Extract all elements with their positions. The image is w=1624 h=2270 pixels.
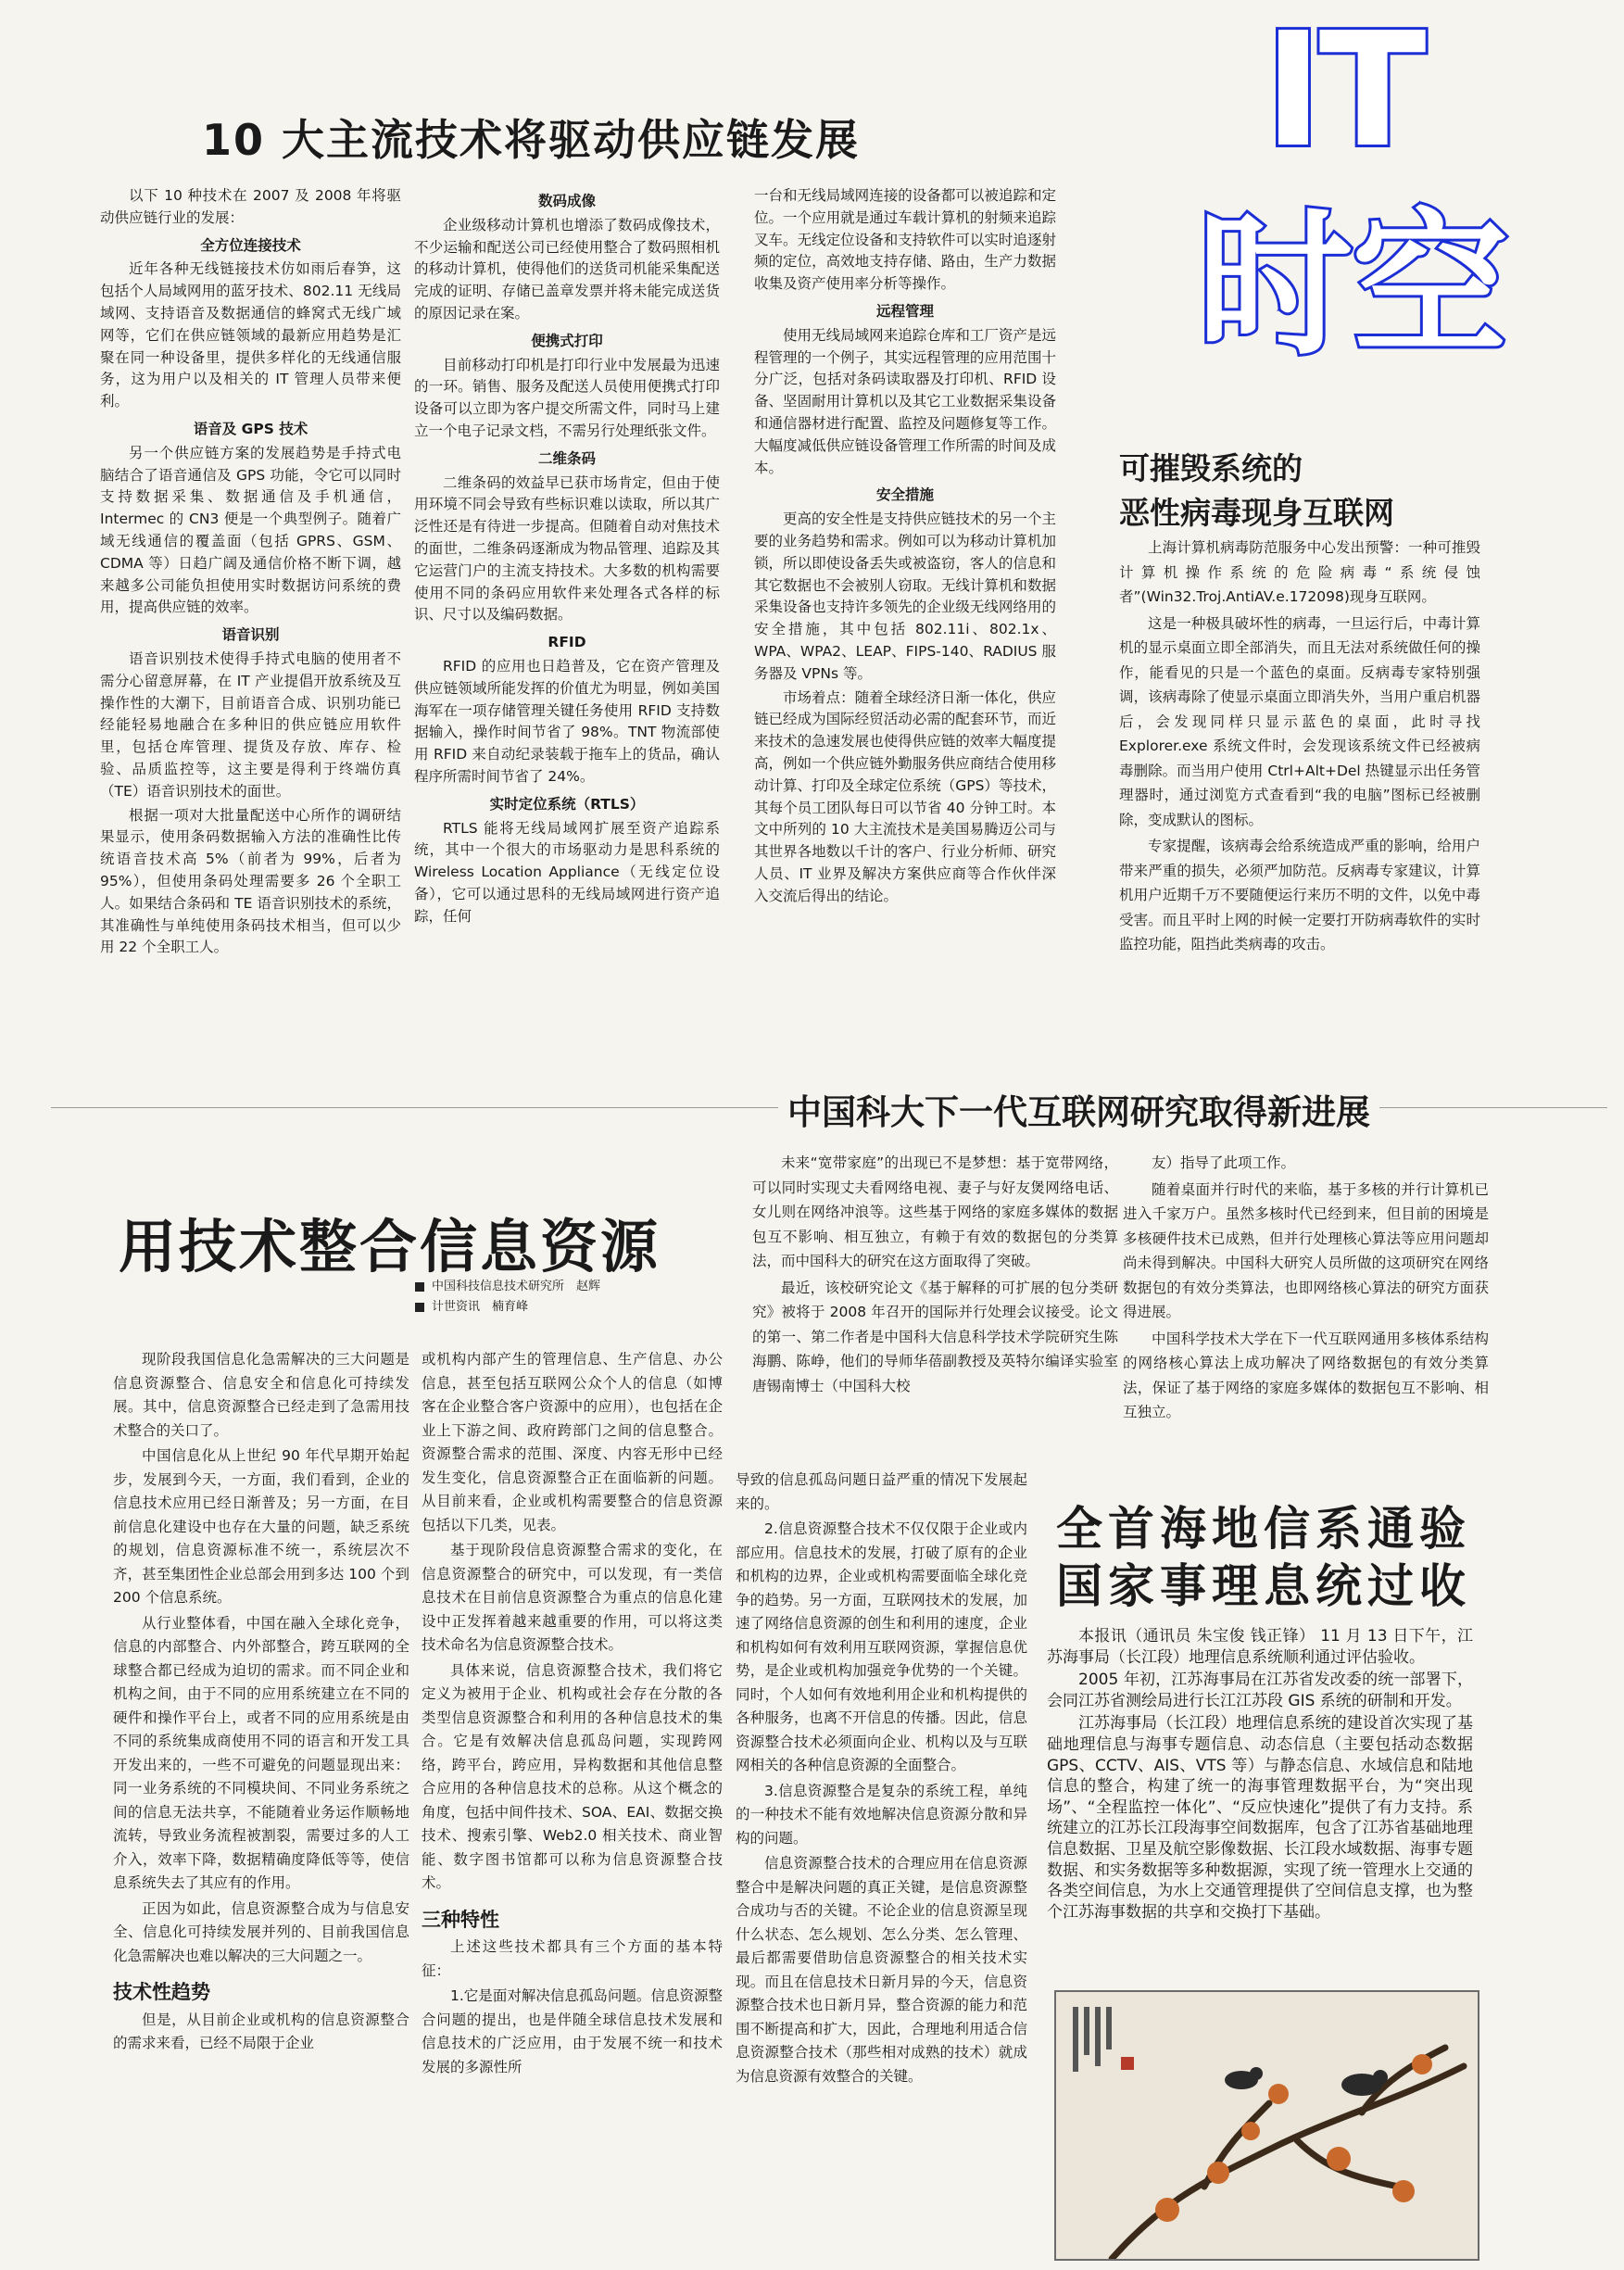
- it-column-logo-line2: 时空: [1197, 195, 1508, 376]
- paragraph: 目前移动打印机是打印行业中发展最为迅速的一环。销售、服务及配送人员使用便携式打印设备可以立即为客户提交所需文件，同时马上建立一个电子记录文档，不需另行处理纸张文件。: [414, 356, 720, 439]
- paragraph: 2.信息资源整合技术不仅仅限于企业或内部应用。信息技术的发展，打破了原有的企业和机构的边界，企业或机构需要面临全球化竞争的趋势。另一方面，互联网技术的发展，加速了网络信息资源的创生和利用的速度，企业和机构如何有效利用互联网资源，掌握信息优势，是企业或机构加强竞争优势的一个关键。同时，个人如何有效地利用企业和机构提供的各种服务，也离不开信息的传播。因此，信息资源整合技术必须面向企业、机构以及与互联网相关的各种信息资源的全面整合。: [736, 1520, 1027, 1773]
- paragraph: 一台和无线局域网连接的设备都可以被追踪和定位。一个应用就是通过车载计算机的射频来追踪叉车。无线定位设备和支持软件可以实时追逐射频的定位，高效地支持存储、路由，生产力数据收集及资产使用率分析等操作。: [754, 187, 1056, 293]
- bird-on-branch-illustration: [1056, 1992, 1478, 2259]
- paragraph: 具体来说，信息资源整合技术，我们将它定义为被用于企业、机构或社会存在分散的各类型信息资源整合和利用的各种信息技术的集合。它是有效解决信息孤岛问题，实现跨网络，跨平台，跨应用，异构数据和其他信息整合应用的各种信息技术的总称。从这个概念的角度，包括中间件技术、SOA、EAI、数据交换技术、搜索引擎、Web2.0 相关技术、商业智能、数字图书馆都可以称为信息资源整合技术。: [422, 1661, 723, 1891]
- paragraph: 上述这些技术都具有三个方面的基本特征：: [422, 1938, 723, 1979]
- gis-article-body: [1047, 1626, 1473, 1997]
- paragraph: RTLS 能将无线局域网扩展至资产追踪系统，其中一个很大的市场驱动力是思科系统的 Wireless Location Appliance（无线定位设备），它可以通过思科的无线局域网进行资产追踪，任何: [414, 819, 720, 925]
- ustc-col-1: [752, 1151, 1118, 1470]
- paragraph: 使用无线局域网来追踪仓库和工厂资产是远程管理的一个例子，其实远程管理的应用范围十分广泛，包括对条码读取器及打印机、RFID 设备、坚固耐用计算机以及其它工业数据采集设备和通信器材进行配置、监控及问题修复等工作。大幅度减低供应链设备管理工作所需的时间及成本。: [754, 326, 1056, 476]
- virus-headline-line2: 恶性病毒现身互联网: [1119, 495, 1394, 531]
- byline-author1: 中国科技信息技术研究所 赵辉: [432, 1280, 601, 1293]
- paragraph: 根据一项对大批量配送中心所作的调研结果显示，使用条码数据输入方法的准确性比传统语音技术高 5%（前者为 99%，后者为 95%），但使用条码处理需要多 26 个全职工人。如果结合条码和 TE 语音识别技术的系统，其准确性与单纯使用条码技术相当，但可以少用 22 个全职工人。: [100, 806, 401, 956]
- subhead: 二维条码: [537, 449, 596, 467]
- paragraph: 但是，从目前企业或机构的信息资源整合的需求来看，已经不局限于企业: [113, 2011, 409, 2051]
- byline-author2: 计世资讯 楠育峰: [432, 1300, 529, 1314]
- paragraph: 中国信息化从上世纪 90 年代早期开始起步，发展到今天，一方面，我们看到，企业的信息技术应用已经日渐普及；另一方面，在目前信息化建设中也存在大量的问题，缺乏系统的规划，信息资源标准不统一，系统层次不齐，甚至集团性企业总部会用到多达 100 个到 200 个信息系统。: [113, 1447, 409, 1606]
- subhead: 语音及 GPS 技术: [193, 420, 308, 437]
- info-byline: [415, 1277, 730, 1318]
- paragraph: 导致的信息孤岛问题日益严重的情况下发展起来的。: [736, 1471, 1027, 1512]
- headline-supply-chain: 10 大主流技术将驱动供应链发展: [202, 115, 861, 165]
- paragraph: 这是一种极具破坏性的病毒，一旦运行后，中毒计算机的显示桌面立即全部消失，而且无法对系统做任何的操作，能看见的只是一个蓝色的桌面。反病毒专家特别强调，该病毒除了使显示桌面立即消失外，当用户重启机器后，会发现同样只显示蓝色的桌面，此时寻找 Explorer.exe 系统文件时，会发现该系统文件已经被病毒删除。而当用户使用 Ctrl+Alt+Del 热键显示出任务管理器时，通过浏览方式查看到“我的电脑”图标已经被删除，变成默认的图标。: [1119, 614, 1480, 828]
- paragraph: 本报讯（通讯员 朱宝俊 钱正锋） 11 月 13 日下午，江苏海事局（长江段）地理信息系统顺利通过评估验收。: [1047, 1627, 1473, 1667]
- it-column-logo-line1: IT: [1264, 0, 1423, 183]
- virus-headline-line1: 可摧毁系统的: [1119, 450, 1303, 486]
- paragraph: 基于现阶段信息资源整合需求的变化，在信息资源整合的研究中，可以发现，有一类信息技术在目前信息资源整合为重点的信息化建设中正发挥着越来越重要的作用，可以将这类技术命名为信息资源整合技术。: [422, 1542, 723, 1653]
- paragraph: 1.它是面对解决信息孤岛问题。信息资源整合问题的提出，也是伴随全球信息技术发展和信息技术的广泛应用，由于发展不统一和技术发展的多源性所: [422, 1987, 723, 2075]
- paragraph: 2005 年初，江苏海事局在江苏省发改委的统一部署下，会同江苏省测绘局进行长江江苏段 GIS 系统的研制和开发。: [1047, 1671, 1473, 1710]
- paragraph: 近年各种无线链接技术仿如雨后春笋，这包括个人局域网用的蓝牙技术、802.11 无线局域网、支持语音及数据通信的蜂窝式无线广域网等，它们在供应链领域的最新应用趋势是汇聚在同一种设备里，提供多样化的无线通信服务，这为用户以及相关的 IT 管理人员带来便利。: [100, 260, 401, 410]
- section-heading: 技术性趋势: [113, 1981, 210, 2003]
- subhead: 实时定位系统（RTLS）: [489, 795, 645, 813]
- paragraph: 语音识别技术使得手持式电脑的使用者不需分心留意屏幕，在 IT 产业提倡开放系统及互操作性的大潮下，目前语音合成、识别功能已经能轻易地融合在多种旧的供应链应用软件里，包括仓库管理、提货及存放、库存、检验、品质监控等，这主要是得利于终端仿真（TE）语音识别技术的面世。: [100, 649, 401, 800]
- paragraph: RFID 的应用也日趋普及，它在资产管理及供应链领域所能发挥的价值尤为明显，例如美国海军在一项存储管理关键任务使用 RFID 支持数据输入，操作时间节省了 98%。TNT 物流部使用 RFID 来自动纪录装载于拖车上的货品，确认程序所需时间节省了 24%。: [414, 657, 720, 785]
- paragraph: 企业级移动计算机也增添了数码成像技术，不少运输和配送公司已经使用整合了数码照相机的移动计算机，使得他们的送货司机能采集配送完成的证明、存储已盖章发票并将未能完成送货的原因记录在案。: [414, 216, 720, 322]
- paragraph: 未来“宽带家庭”的出现已不是梦想：基于宽带网络，可以同时实现丈夫看网络电视、妻子与好友煲网络电话、女儿则在网络冲浪等。这些基于网络的家庭多媒体的数据包互不影响、相互独立，有赖于有效的数据包的分类算法，而中国科大的研究在这方面取得了突破。: [752, 1154, 1118, 1269]
- subhead: RFID: [548, 634, 586, 651]
- paragraph: 信息资源整合技术的合理应用在信息资源整合中是解决问题的真正关键，是信息资源整合成功与否的关键。不论企业的信息资源呈现什么状态、怎么规划、怎么分类、怎么管理、最后都需要借助信息资源整合的相关技术实现。而且在信息技术日新月异的今天，信息资源整合技术也日新月异，整合资源的能力和范围不断提高和扩大，因此，合理地利用适合信息资源整合技术（那些相对成熟的技术）就成为信息资源有效整合的关键。: [736, 1855, 1027, 2085]
- virus-article-body: [1119, 536, 1480, 1091]
- paragraph: 随着桌面并行时代的来临，基于多核的并行计算机已进入千家万户。虽然多核时代已经到来，但目前的困境是多核硬件技术已成熟，但并行处理核心算法等应用问题却尚未得到解决。中国科大研究人员所做的这项研究在网络数据包的有效分类算法，也即网络核心算法的研究方面获得进展。: [1123, 1180, 1489, 1320]
- paragraph: 市场着点：随着全球经济日渐一体化，供应链已经成为国际经贸活动必需的配套环节，而近来技术的急速发展也使得供应链的效率大幅度提高，例如一个供应链外勤服务供应商结合使用移动计算、打印及全球定位系统（GPS）等技术，其每个员工团队每日可以节省 40 分钟工时。本文中所列的 10 大主流技术是美国易腾迈公司与其世界各地数以千计的客户、行业分析师、研究人员、IT 业界及解决方案供应商等合作伙伴深入交流后得出的结论。: [754, 688, 1056, 904]
- subhead: 安全措施: [875, 486, 934, 504]
- gis-headline-line1: 全首海地信系通验: [1056, 1502, 1471, 1556]
- paragraph: 最近，该校研究论文《基于解释的可扩展的包分类研究》被将于 2008 年召开的国际并行处理会议接受。论文的第一、第二作者是中国科大信息科学技术学院研究生陈海鹏、陈峥，他们的导师华蓓副教授及英特尔编译实验室唐锡南博士（中国科大校: [752, 1279, 1118, 1394]
- info-headline: 用技术整合信息资源: [119, 1213, 661, 1280]
- paragraph: 另一个供应链方案的发展趋势是手持式电脑结合了语音通信及 GPS 功能，令它可以同时支持数据采集、数据通信及手机通信，Intermec 的 CN3 便是一个典型例子。随着广域无线通信的覆盖面（包括 GPRS、GSM、CDMA 等）日趋广阔及通信价格不断下调，越来越多公司能负担使用实时数据访问系统的费用，提高供应链的效率。: [100, 444, 401, 616]
- info-col-2: [422, 1348, 723, 2265]
- paragraph: 现阶段我国信息化急需解决的三大问题是信息资源整合、信息安全和信息化可持续发展。其中，信息资源整合已经走到了急需用技术整合的关口了。: [113, 1351, 409, 1439]
- paragraph: 以下 10 种技术在 2007 及 2008 年将驱动供应链行业的发展：: [100, 187, 401, 226]
- ustc-headline: 中国科大下一代互联网研究取得新进展: [778, 1084, 1379, 1134]
- supply-chain-col-3: [754, 185, 1056, 1103]
- paragraph: 二维条码的效益早已获市场肯定，但由于使用环境不同会导致有些标识难以读取，所以其广泛性还是有待进一步提高。但随着自动对焦技术的面世，二维条码逐渐成为物品管理、追踪及其它运营门户的主流支持技术。大多数的机构需要使用不同的条码应用软件来处理各式各样的标识、尺寸以及编码数据。: [414, 473, 720, 624]
- paragraph: 友）指导了此项工作。: [1152, 1154, 1296, 1171]
- ustc-col-2: [1123, 1151, 1489, 1470]
- subhead: 数码成像: [537, 193, 596, 209]
- paragraph: 3.信息资源整合是复杂的系统工程，单纯的一种技术不能有效地解决信息资源分散和异构的问题。: [736, 1782, 1027, 1847]
- info-col-1: [113, 1348, 409, 2265]
- supply-chain-col-2: [414, 185, 720, 1093]
- paragraph: 从行业整体看，中国在融入全球化竞争，信息的内部整合、内外部整合，跨互联网的全球整合都已经成为迫切的需求。而不同企业和机构之间，由于不同的应用系统建立在不同的硬件和操作平台上，或者不同的应用系统是由不同的系统集成商使用不同的语言和开发工具开发出来的，一些不可避免的问题显现出来：同一业务系统的不同模块间、不同业务系统之间的信息无法共享，不能随着业务运作顺畅地流转，导致业务流程被割裂，需要过多的人工介入，效率下降，数据精确度降低等等，使信息系统失去了其应有的作用。: [113, 1614, 409, 1891]
- paragraph: 上海计算机病毒防范服务中心发出预警：一种可推毁计算机操作系统的危险病毒“系统侵蚀者”(Win32.Troj.AntiAV.e.172098)现身互联网。: [1119, 539, 1480, 605]
- bird-painting-image: [1054, 1990, 1479, 2261]
- info-col-3: [736, 1469, 1027, 2265]
- paragraph: 正因为如此，信息资源整合成为与信息安全、信息化可持续发展并列的、目前我国信息化急需解决也难以解决的三大问题之一。: [113, 1899, 409, 1964]
- paragraph: 专家提醒，该病毒会给系统造成严重的影响，给用户带来严重的损失，必须严加防范。反病毒专家建议，计算机用户近期千万不要随便运行来历不明的文件，以免中毒受害。而且平时上网的时候一定要打开防病毒软件的实时监控功能，阻挡此类病毒的攻击。: [1119, 838, 1480, 952]
- paragraph: 中国科学技术大学在下一代互联网通用多核体系结构的网络核心算法上成功解决了网络数据包的有效分类算法，保证了基于网络的家庭多媒体的数据包互不影响、相互独立。: [1123, 1330, 1489, 1420]
- subhead: 远程管理: [875, 302, 934, 320]
- subhead: 语音识别: [221, 626, 280, 644]
- section-heading: 三种特性: [422, 1908, 499, 1931]
- subhead: 全方位连接技术: [200, 236, 301, 254]
- subhead: 便携式打印: [531, 332, 603, 349]
- gis-headline-line2: 国家事理息统过收: [1056, 1559, 1471, 1613]
- supply-chain-col-1: [100, 185, 401, 1093]
- paragraph: 江苏海事局（长江段）地理信息系统的建设首次实现了基础地理信息与海事专题信息、动态信息（主要包括动态数据 GPS、CCTV、AIS、VTS 等）与静态信息、水域信息和陆地信息的整合，构建了统一的海事管理数据平台，为“突出现场”、“全程监控一体化”、“反应快速化”提供了有力支持。系统建立的江苏长江段海事空间数据库，包含了江苏省基础地理信息数据、卫星及航空影像数据、长江段水域数据、海事专题数据、和实务数据等多种数据源，实现了统一管理水上交通的各类空间信息，为水上交通管理提供了空间信息支撑，也为整个江苏海事数据的共享和交换打下基础。: [1047, 1714, 1473, 1922]
- paragraph: 或机构内部产生的管理信息、生产信息、办公信息，甚至包括互联网公众个人的信息（如博客在企业整合客户资源中的应用），也包括在企业上下游之间、政府跨部门之间的信息整合。资源整合需求的范围、深度、内容无形中已经发生变化，信息资源整合正在面临新的问题。从目前来看，企业或机构需要整合的信息资源包括以下几类，见表。: [422, 1351, 723, 1533]
- paragraph: 更高的安全性是支持供应链技术的另一个主要的业务趋势和需求。例如可以为移动计算机加锁，所以即使设备丢失或被盗窃，客人的信息和其它数据也不会被别人窃取。无线计算机和数据采集设备也支持许多领先的企业级无线网络用的安全措施，其中包括 802.11i、802.1x、WPA、WPA2、LEAP、FIPS-140、RADIUS 服务器及 VPNs 等。: [754, 511, 1056, 682]
